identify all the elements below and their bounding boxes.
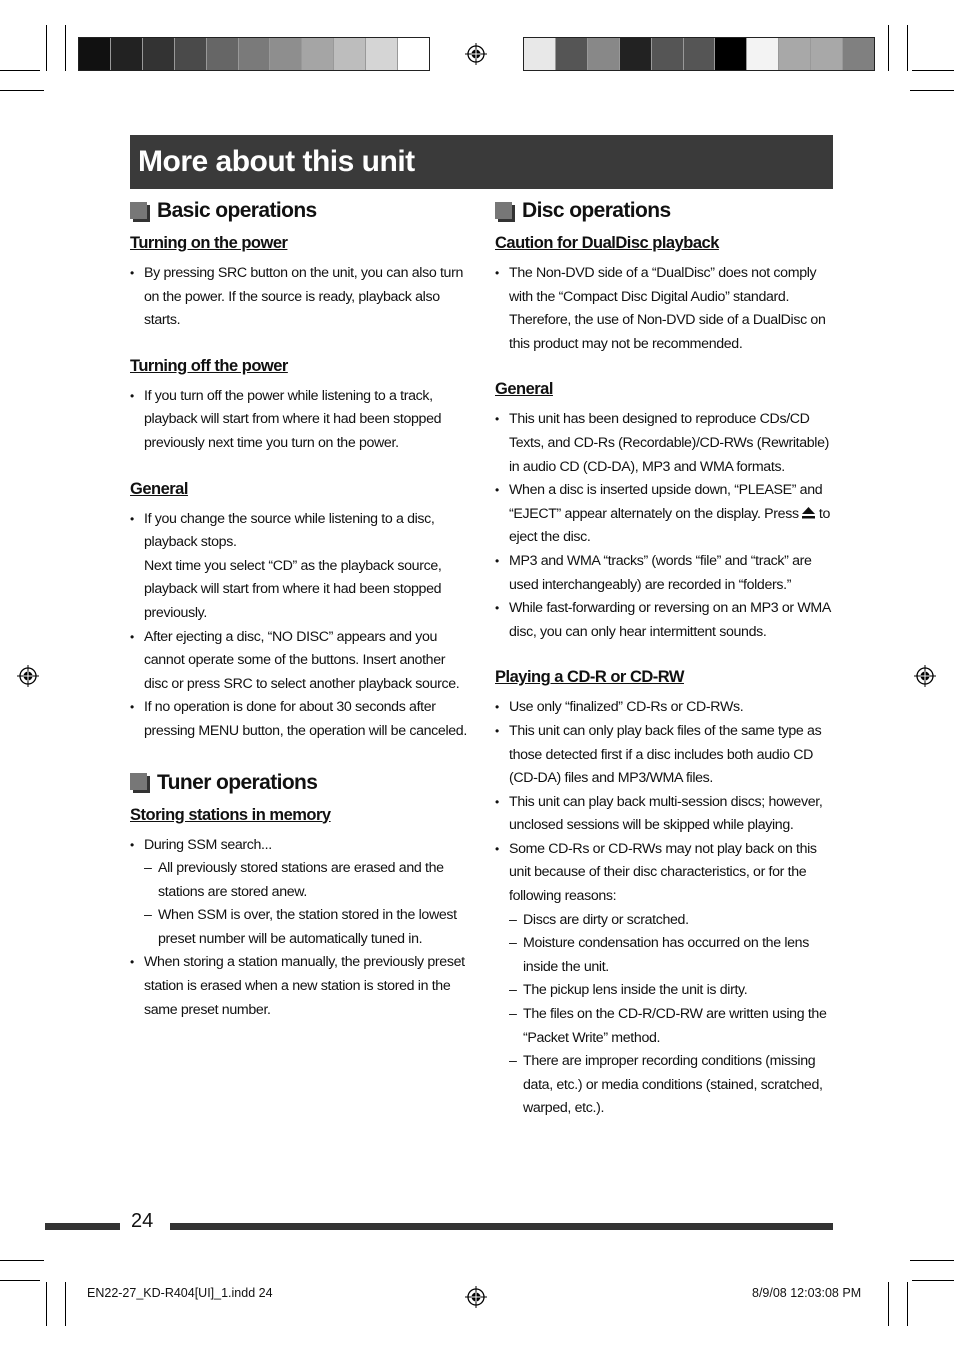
crop-mark bbox=[65, 1282, 66, 1326]
color-swatch bbox=[684, 38, 716, 70]
list-item bbox=[495, 479, 835, 550]
crop-mark bbox=[910, 1260, 954, 1261]
list-storing-stations bbox=[130, 834, 470, 1023]
list-item: • During SSM search... bbox=[130, 834, 470, 858]
color-swatch bbox=[175, 38, 207, 70]
color-swatch bbox=[715, 38, 747, 70]
section-basic-operations bbox=[130, 196, 470, 226]
list-item: • When storing a station manually, the previously preset station is erased when a new station is stored in the same preset number. bbox=[130, 951, 470, 1022]
crop-mark bbox=[907, 25, 908, 71]
section-square-icon bbox=[130, 202, 149, 221]
color-swatch bbox=[524, 38, 556, 70]
crop-mark bbox=[46, 1282, 47, 1326]
list-item: • This unit can play back multi-session discs; however, unclosed sessions will be skipped while playing. bbox=[495, 791, 835, 838]
color-swatch bbox=[398, 38, 429, 70]
color-swatch bbox=[111, 38, 143, 70]
subheading-turning-on: Turning on the power bbox=[130, 234, 288, 252]
color-swatch bbox=[779, 38, 811, 70]
section-disc-operations bbox=[495, 196, 835, 226]
color-swatch bbox=[239, 38, 271, 70]
section-heading: Disc operations bbox=[522, 199, 671, 222]
eject-icon bbox=[802, 507, 815, 519]
color-swatch bbox=[366, 38, 398, 70]
list-item: • By pressing SRC button on the unit, you can also turn on the power. If the source is ready, playback also starts. bbox=[130, 262, 470, 333]
color-swatch bbox=[143, 38, 175, 70]
list-item: • Use only “finalized” CD-Rs or CD-RWs. bbox=[495, 696, 835, 720]
slug-date-info: 8/9/08 12:03:08 PM bbox=[752, 1286, 862, 1300]
list-item: • If you turn off the power while listening to a track, playback will start from where it had been stopped previously next time you turn on the power. bbox=[130, 385, 470, 456]
list-subitem: – There are improper recording conditions (missing data, etc.) or media conditions (stained, scratched, warped, etc.). bbox=[495, 1050, 835, 1121]
registration-mark-icon bbox=[465, 43, 487, 65]
registration-mark-icon bbox=[914, 665, 936, 687]
list-subitem: – When SSM is over, the station stored in the lowest preset number will be automatically tuned in. bbox=[130, 904, 470, 951]
list-caution bbox=[495, 262, 835, 356]
section-tuner-operations bbox=[130, 768, 470, 798]
list-disc-general bbox=[495, 408, 835, 644]
color-swatch bbox=[652, 38, 684, 70]
list-subitem: – All previously stored stations are erased and the stations are stored anew. bbox=[130, 857, 470, 904]
crop-mark bbox=[0, 70, 40, 71]
registration-mark-icon bbox=[17, 665, 39, 687]
subheading-general: General bbox=[495, 380, 553, 399]
crop-mark bbox=[65, 25, 66, 71]
section-heading: Tuner operations bbox=[157, 770, 318, 794]
list-item: • MP3 and WMA “tracks” (words “file” and “track” are used interchangeably) are recorded in “folders.” bbox=[495, 550, 835, 597]
page-number: 24 bbox=[131, 1210, 154, 1232]
section-heading: Basic operations bbox=[157, 199, 317, 222]
color-swatch bbox=[811, 38, 843, 70]
list-item: • Some CD-Rs or CD-RWs may not play back on this unit because of their disc characteristics, or for the following reasons: bbox=[495, 838, 835, 909]
list-subitem: – The files on the CD-R/CD-RW are written using the “Packet Write” method. bbox=[495, 1003, 835, 1050]
color-swatch bbox=[79, 38, 111, 70]
subheading-general: General bbox=[130, 479, 188, 498]
crop-mark bbox=[0, 1280, 40, 1281]
color-calibration-bar-left bbox=[78, 37, 430, 71]
list-subitem: – Moisture condensation has occurred on the lens inside the unit. bbox=[495, 932, 835, 979]
color-swatch bbox=[207, 38, 239, 70]
list-item: • The Non-DVD side of a “DualDisc” does not comply with the “Compact Disc Digital Audio” standard. Therefore, the use of Non-DVD side of a DualDisc on this product may not be recommended. bbox=[495, 262, 835, 356]
color-swatch bbox=[843, 38, 874, 70]
page-title: More about this unit bbox=[130, 135, 833, 189]
crop-mark bbox=[912, 70, 954, 71]
list-turning-on bbox=[130, 262, 470, 333]
list-playing-cdr bbox=[495, 696, 835, 1121]
list-item: • This unit has been designed to reproduce CDs/CD Texts, and CD-Rs (Recordable)/CD-RWs (Rewritable) in audio CD (CD-DA), MP3 and WMA formats. bbox=[495, 408, 835, 479]
list-item bbox=[130, 508, 470, 626]
color-swatch bbox=[588, 38, 620, 70]
section-square-icon bbox=[130, 773, 149, 792]
list-item: • If no operation is done for about 30 seconds after pressing MENU button, the operation will be canceled. bbox=[130, 696, 470, 743]
crop-mark bbox=[907, 1282, 908, 1326]
section-square-icon bbox=[495, 202, 514, 221]
list-item-text: Next time you select “CD” as the playback source, playback will start from where it had been stopped previously. bbox=[144, 557, 442, 621]
crop-mark bbox=[912, 1280, 954, 1281]
list-item: • This unit can only play back files of the same type as those detected first if a disc includes both audio CD (CD-DA) files and MP3/WMA files. bbox=[495, 720, 835, 791]
crop-mark bbox=[888, 25, 889, 71]
list-general bbox=[130, 508, 470, 744]
crop-mark bbox=[910, 90, 954, 91]
crop-mark bbox=[0, 90, 44, 91]
list-item-text: • If you change the source while listening to a disc, playback stops. bbox=[144, 510, 435, 551]
slug-file-info: EN22-27_KD-R404[UI]_1.indd 24 bbox=[87, 1286, 273, 1300]
list-item: • While fast-forwarding or reversing on an MP3 or WMA disc, you can only hear intermittent sounds. bbox=[495, 597, 835, 644]
subheading-turning-off: Turning off the power bbox=[130, 356, 288, 375]
crop-mark bbox=[46, 25, 47, 71]
color-swatch bbox=[620, 38, 652, 70]
color-calibration-bar-right bbox=[523, 37, 875, 71]
subheading-caution-dualdisc: Caution for DualDisc playback bbox=[495, 234, 719, 252]
list-subitem: – Discs are dirty or scratched. bbox=[495, 909, 835, 933]
footer-rule bbox=[45, 1223, 120, 1230]
color-swatch bbox=[334, 38, 366, 70]
registration-mark-icon bbox=[465, 1286, 487, 1308]
list-turning-off bbox=[130, 385, 470, 456]
subheading-storing-stations: Storing stations in memory bbox=[130, 805, 331, 824]
color-swatch bbox=[556, 38, 588, 70]
crop-mark bbox=[888, 1282, 889, 1326]
footer-rule bbox=[170, 1223, 833, 1230]
subheading-playing-cdr: Playing a CD-R or CD-RW bbox=[495, 668, 684, 687]
color-swatch bbox=[747, 38, 779, 70]
crop-mark bbox=[0, 1260, 44, 1261]
list-subitem: – The pickup lens inside the unit is dirty. bbox=[495, 979, 835, 1003]
right-column bbox=[495, 196, 835, 1121]
color-swatch bbox=[270, 38, 302, 70]
list-item-text: When a disc is inserted upside down, “PLEASE” and “EJECT” appear alternately on the display. Press bbox=[509, 482, 823, 522]
color-swatch bbox=[302, 38, 334, 70]
left-column bbox=[130, 196, 470, 1022]
list-item: • After ejecting a disc, “NO DISC” appears and you cannot operate some of the buttons. Insert another disc or press SRC to select another playback source. bbox=[130, 626, 470, 697]
list-item-text: to eject the disc. bbox=[509, 505, 831, 546]
